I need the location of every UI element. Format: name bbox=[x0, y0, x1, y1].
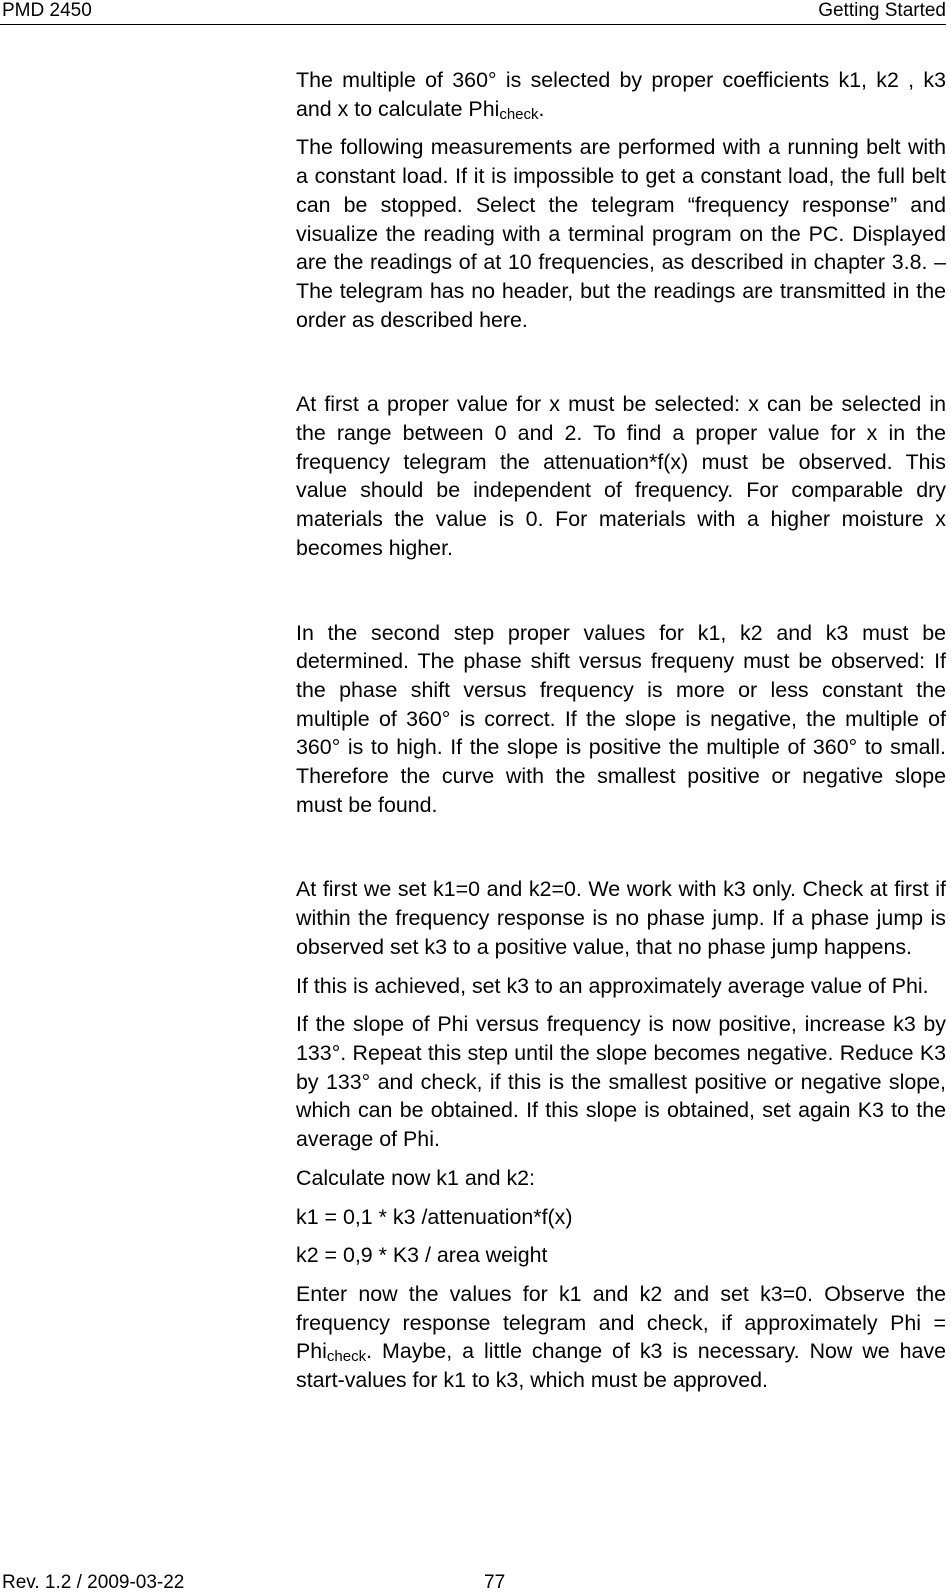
footer-page-number: 77 bbox=[484, 1572, 506, 1593]
subscript-check: check bbox=[326, 1348, 367, 1366]
header-product-name: PMD 2450 bbox=[2, 0, 92, 21]
main-content bbox=[296, 66, 946, 1395]
paragraph-text: Enter now the values for k1 and k2 and set k3=0. Observe the frequency response telegram and check, if approximately Phi = Phi bbox=[296, 1281, 946, 1364]
paragraph-text: . bbox=[538, 96, 545, 121]
paragraph-text: . Maybe, a little change of k3 is necessary. Now we have start-values for k1 to k3, which must be approved. bbox=[296, 1339, 946, 1393]
subscript-check: check bbox=[499, 105, 539, 123]
paragraph-k3-only: At first we set k1=0 and k2=0. We work with k3 only. Check at first if within the frequency response is no phase jump. If a phase jump is observed set k3 to a positive value, that no phase jump happens. bbox=[296, 877, 946, 959]
paragraph-average-phi: If this is achieved, set k3 to an approximately average value of Phi. bbox=[296, 973, 929, 998]
paragraph-second-step: In the second step proper values for k1, k2 and k3 must be determined. The phase shift versus frequeny must be observed: If the phase shift versus frequency is more or less constant the multiple of 360° is correct. If the slope is negative, the multiple of 360° is to high. If the slope is positive the multiple of 360° to small. Therefore the curve with the smallest positive or negative slope must be found. bbox=[296, 620, 946, 817]
paragraph-measurements: The following measurements are performed with a running belt with a constant load. If it is impossible to get a constant load, the full belt can be stopped. Select the telegram “frequency response” and visualize the reading with a terminal program on the PC. Displayed are the readings of at 10 frequencies, as described in chapter 3.8. – The telegram has no header, but the readings are transmitted in the order as described here. bbox=[296, 135, 946, 332]
paragraph-text: The multiple of 360° is selected by proper coefficients k1, k2 , k3 and x to calculate Phi bbox=[296, 68, 946, 121]
header-section-title: Getting Started bbox=[818, 0, 946, 21]
page-header bbox=[0, 0, 946, 25]
paragraph-select-x: At first a proper value for x must be selected: x can be selected in the range between 0 and 2. To find a proper value for x in the frequency telegram the attenuation*f(x) must be observed. This value should be independent of frequency. For comparable dry materials the value is 0. For materials with a higher moisture x becomes higher. bbox=[296, 392, 946, 560]
paragraph-multiple-360 bbox=[296, 66, 946, 123]
paragraph-enter-values bbox=[296, 1280, 946, 1395]
formula-k1: k1 = 0,1 * k3 /attenuation*f(x) bbox=[296, 1204, 573, 1229]
paragraph-calculate-k1-k2: Calculate now k1 and k2: bbox=[296, 1165, 536, 1190]
footer-revision: Rev. 1.2 / 2009-03-22 bbox=[2, 1572, 185, 1593]
formula-k2: k2 = 0,9 * K3 / area weight bbox=[296, 1243, 548, 1268]
paragraph-slope-positive: If the slope of Phi versus frequency is now positive, increase k3 by 133°. Repeat this step until the slope becomes negative. Reduce K3 by 133° and check, if this is the smallest positive or negative slope, which can be obtained. If this slope is obtained, set again K3 to the average of Phi. bbox=[296, 1012, 946, 1152]
